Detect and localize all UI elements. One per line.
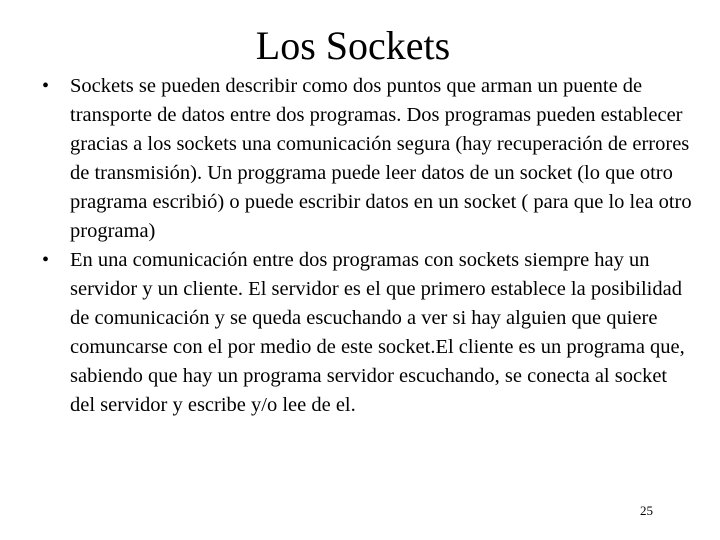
bullet-text: En una comunicación entre dos programas con sockets siempre hay un servidor y un cliente. El servidor es el que primero establece la posibilidad de comunicación y se queda escuchando a ver si hay alguien que quiere comuncarse con el por medio de este socket.El cliente es un programa que, sabiendo que hay un programa servidor escuchando, se conecta al socket del servidor y escribe y/o lee de el. <box>70 249 685 416</box>
bullet-icon: • <box>42 249 50 271</box>
bullet-text: Sockets se pueden describir como dos puntos que arman un puente de transporte de datos entre dos programas. Dos programas pueden establecer gracias a los sockets una comunicación segura (hay recuperación de errores de transmisión). Un proggrama puede leer datos de un socket (lo que otro pragrama escribió) o puede escribir datos en un socket ( para que lo lea otro programa) <box>70 75 692 242</box>
bullet-item-sockets-description <box>42 72 694 246</box>
bullet-list <box>42 72 694 420</box>
bullet-item-client-server <box>42 246 694 420</box>
slide-title: Los Sockets <box>255 23 451 68</box>
page-number: 25 <box>640 503 653 518</box>
bullet-icon: • <box>42 75 50 97</box>
